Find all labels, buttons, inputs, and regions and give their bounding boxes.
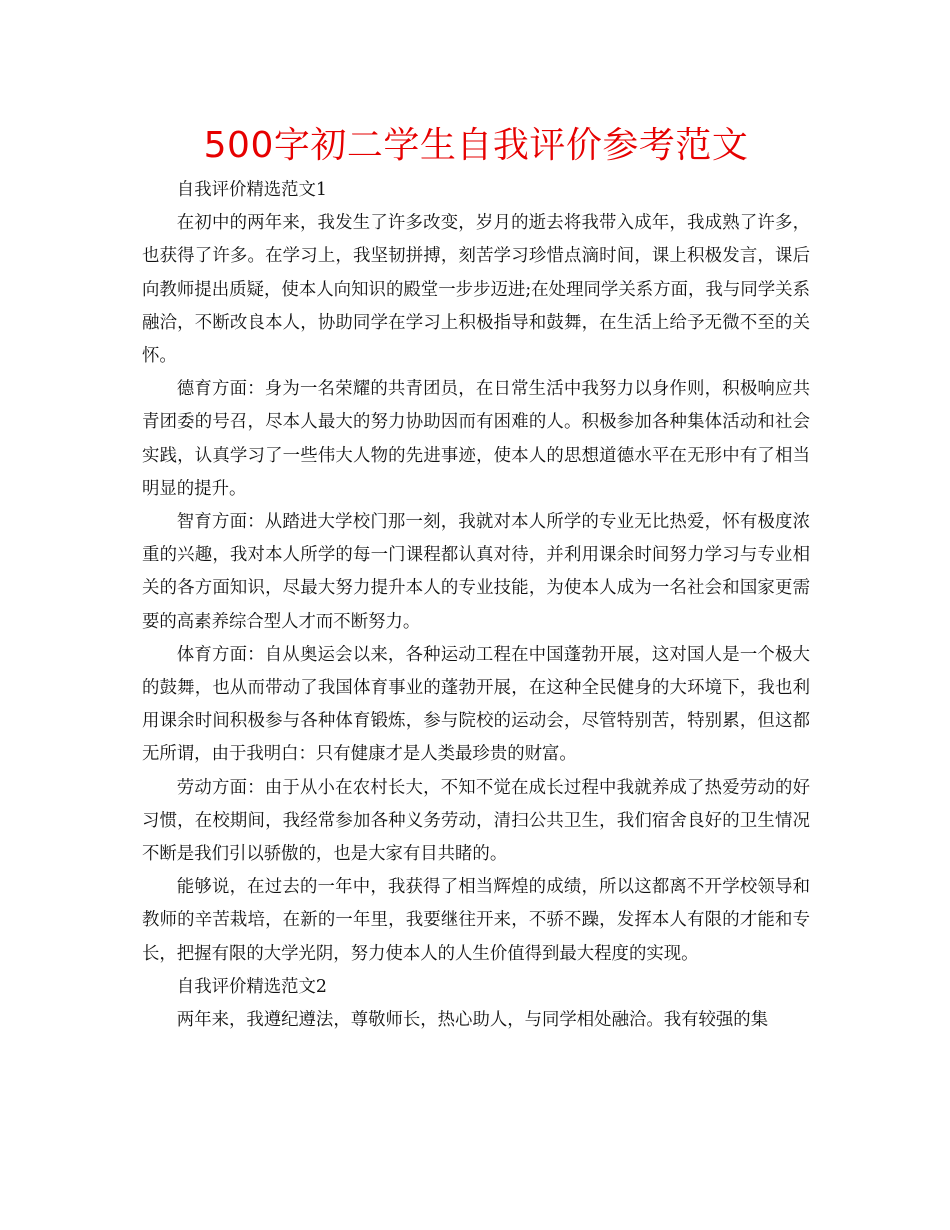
document-title: 500字初二学生自我评价参考范文 — [203, 125, 749, 166]
section-heading-1: 自我评价精选范文1 — [176, 180, 327, 200]
paragraph-moral: 德育方面：身为一名荣耀的共青团员，在日常生活中我努力以身作则，积极响应共青团委的号召，尽本人最大的努力协助因而有困难的人。积极参加各种集体活动和社会实践，认真学习了一些伟大人物的先进事迹，使本人的思想道德水平在无形中有了相当明显的提升。 — [142, 379, 810, 499]
paragraph-labor: 劳动方面：由于从小在农村长大，不知不觉在成长过程中我就养成了热爱劳动的好习惯，在校期间，我经常参加各种义务劳动，清扫公共卫生，我们宿舍良好的卫生情况不断是我们引以骄傲的，也是大家有目共睹的。 — [142, 777, 810, 865]
document-body — [142, 174, 810, 1037]
paragraph-intro: 在初中的两年来，我发生了许多改变，岁月的逝去将我带入成年，我成熟了许多，也获得了许多。在学习上，我坚韧拼搏，刻苦学习珍惜点滴时间，课上积极发言，课后向教师提出质疑，使本人向知识的殿堂一步步迈进;在处理同学关系方面，我与同学关系融洽，不断改良本人，协助同学在学习上积极指导和鼓舞，在生活上给予无微不至的关怀。 — [142, 213, 810, 367]
paragraph-sports: 体育方面：自从奥运会以来，各种运动工程在中国蓬勃开展，这对国人是一个极大的鼓舞，也从而带动了我国体育事业的蓬勃开展，在这种全民健身的大环境下，我也利用课余时间积极参与各种体育锻炼，参与院校的运动会，尽管特别苦，特别累，但这都无所谓，由于我明白：只有健康才是人类最珍贵的财富。 — [142, 644, 810, 765]
paragraph-intellectual: 智育方面：从踏进大学校门那一刻，我就对本人所学的专业无比热爱，怀有极度浓重的兴趣，我对本人所学的每一门课程都认真对待，并利用课余时间努力学习与专业相关的各方面知识，尽最大努力提升本人的专业技能，为使本人成为一名社会和国家更需要的高素养综合型人才而不断努力。 — [142, 512, 810, 632]
section-heading-2: 自我评价精选范文2 — [176, 976, 327, 997]
paragraph-sample-2: 两年来，我遵纪遵法，尊敬师长，热心助人，与同学相处融洽。我有较强的集 — [176, 1010, 769, 1031]
document-page — [142, 118, 810, 1037]
paragraph-conclusion: 能够说，在过去的一年中，我获得了相当辉煌的成绩，所以这都离不开学校领导和教师的辛苦栽培，在新的一年里，我要继往开来，不骄不躁，发挥本人有限的才能和专长，把握有限的大学光阴，努力使本人的人生价值得到最大程度的实现。 — [142, 877, 810, 964]
